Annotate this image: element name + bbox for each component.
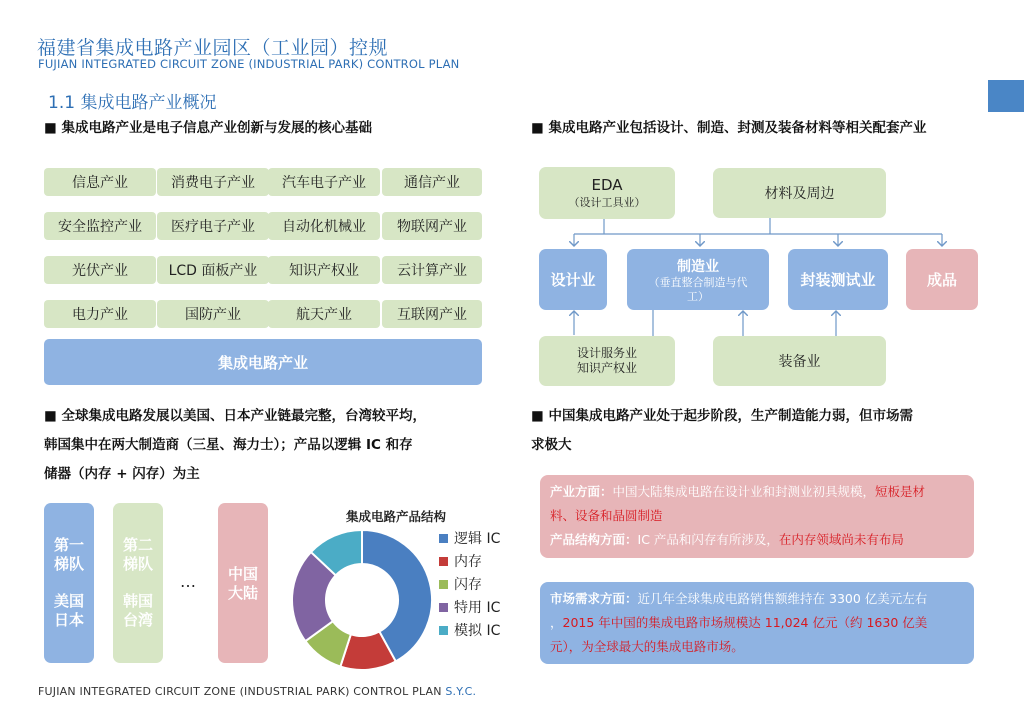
tier1-country-japan: 日本 (53, 611, 84, 629)
materials-label: 材料及周边 (764, 186, 835, 202)
legend-swatch (439, 580, 448, 589)
legend-label: 特用 IC (454, 600, 501, 616)
industry-chip: 消费电子产业 (157, 168, 269, 196)
product-structure-line (550, 528, 964, 552)
footer-text: FUJIAN INTEGRATED CIRCUIT ZONE (INDUSTRIAL PARK) CONTROL PLAN (38, 685, 446, 698)
corner-tab-marker (988, 80, 1024, 112)
market-demand-text: 近几年全球集成电路销售额维持在 3300 亿美元左右 (637, 591, 928, 606)
china-label-a: 中国 (227, 565, 258, 583)
ip-service-label: 知识产权业 (576, 361, 637, 375)
legend-label: 闪存 (454, 577, 482, 593)
manufacture-sublabel: （垂直整合制造与代工） (648, 275, 748, 303)
left-bottom-bullet-line3: 储器（内存 + 闪存）为主 (44, 466, 200, 482)
industry-aspect-text: 中国大陆集成电路在设计业和封测业初具规模， (612, 484, 876, 499)
legend-item (439, 620, 500, 640)
market-demand-label: 市场需求方面： (550, 591, 638, 606)
product-structure-text: IC 产品和闪存有所涉及， (637, 532, 779, 547)
tier1-country-usa: 美国 (53, 592, 84, 610)
industry-chip: 通信产业 (382, 168, 482, 196)
legend-item (439, 551, 482, 571)
industry-chip: 光伏产业 (44, 256, 156, 284)
market-demand-highlight-cont: 元），为全球最大的集成电路市场。 (550, 639, 744, 654)
manufacture-box (627, 249, 769, 310)
design-service-label: 设计服务业 (576, 346, 637, 360)
industry-chip: 云计算产业 (382, 256, 482, 284)
industry-aspect-shortcoming-cont: 料、设备和晶圆制造 (550, 508, 663, 523)
right-top-bullet: ■ 集成电路产业包括设计、制造、封测及装备材料等相关配套产业 (531, 120, 927, 136)
industry-aspect-label: 产业方面： (550, 484, 613, 499)
core-ic-industry-box: 集成电路产业 (44, 339, 482, 385)
packaging-label: 封装测试业 (800, 271, 876, 289)
page-title: 福建省集成电路产业园区（工业园）控规 (37, 37, 389, 59)
equipment-box (713, 336, 886, 386)
right-bottom-bullet-line2: 求极大 (531, 437, 572, 453)
design-label: 设计业 (550, 271, 596, 289)
packaging-box (788, 249, 888, 310)
legend-item (439, 528, 500, 548)
industry-chip: 航天产业 (268, 300, 380, 328)
left-bottom-bullet-line1: ■ 全球集成电路发展以美国、日本产业链最完整，台湾较平均， (44, 408, 426, 424)
market-demand-line1 (550, 587, 964, 611)
legend-item (439, 597, 500, 617)
section-title: 1.1 集成电路产业概况 (48, 93, 217, 113)
industry-chip: 自动化机械业 (268, 212, 380, 240)
tier2-country-korea: 韩国 (122, 592, 153, 610)
left-bottom-bullet (44, 402, 426, 489)
product-box (906, 249, 978, 310)
design-service-box (539, 336, 675, 386)
tier1-label-b: 梯队 (53, 555, 84, 573)
industry-chip: 汽车电子产业 (268, 168, 380, 196)
tier1-label-a: 第一 (53, 536, 84, 554)
legend-label: 模拟 IC (454, 623, 501, 639)
left-bottom-bullet-line2: 韩国集中在两大制造商（三星、海力士）；产品以逻辑 IC 和存 (44, 437, 413, 453)
eda-sublabel: （设计工具业） (568, 196, 646, 209)
industry-chip: 互联网产业 (382, 300, 482, 328)
product-structure-donut (290, 528, 435, 673)
industry-chip: 知识产权业 (268, 256, 380, 284)
legend-swatch (439, 557, 448, 566)
tier2-box (113, 503, 163, 663)
tier2-country-taiwan: 台湾 (122, 611, 153, 629)
tier2-label-a: 第二 (122, 536, 153, 554)
industry-chip: 安全监控产业 (44, 212, 156, 240)
industry-chip: 电力产业 (44, 300, 156, 328)
industry-chip: 国防产业 (157, 300, 269, 328)
market-demand-box (540, 582, 974, 664)
equipment-label: 装备业 (778, 354, 821, 370)
manufacture-label: 制造业 (677, 258, 719, 275)
legend-swatch (439, 603, 448, 612)
industry-aspect-shortcoming: 短板是材 (875, 484, 926, 499)
eda-label: EDA (591, 176, 623, 194)
industry-aspect-line1 (550, 480, 964, 504)
tier-ellipsis: … (180, 572, 196, 591)
market-demand-line2 (550, 611, 964, 635)
market-demand-comma: ， (550, 615, 563, 630)
product-label: 成品 (926, 271, 957, 289)
materials-box (713, 168, 886, 218)
eda-box (539, 167, 675, 219)
legend-label: 逻辑 IC (454, 531, 501, 547)
china-mainland-box (218, 503, 268, 663)
legend-swatch (439, 534, 448, 543)
china-label-b: 大陆 (227, 584, 258, 602)
legend-swatch (439, 626, 448, 635)
tier2-label-b: 梯队 (122, 555, 153, 573)
product-structure-label: 产品结构方面： (550, 532, 638, 547)
industry-aspect-box (540, 475, 974, 558)
design-box (539, 249, 607, 310)
industry-chip: LCD 面板产业 (157, 256, 269, 284)
footer (38, 685, 476, 698)
right-bottom-bullet (531, 402, 913, 460)
page-subtitle: FUJIAN INTEGRATED CIRCUIT ZONE (INDUSTRIAL PARK) CONTROL PLAN (38, 57, 460, 71)
legend-label: 内存 (454, 554, 482, 570)
legend-item (439, 574, 482, 594)
market-demand-highlight: 2015 年中国的集成电路市场规模达 11,024 亿元（约 1630 亿美 (562, 615, 928, 630)
right-bottom-bullet-line1: ■ 中国集成电路产业处于起步阶段，生产制造能力弱，但市场需 (531, 408, 913, 424)
product-structure-gap: 在内存领域尚未有布局 (778, 532, 904, 547)
industry-chip: 信息产业 (44, 168, 156, 196)
industry-chip: 物联网产业 (382, 212, 482, 240)
tier1-box (44, 503, 94, 663)
chart-title: 集成电路产品结构 (346, 509, 447, 524)
footer-brand: S.Y.C. (445, 685, 477, 698)
left-top-bullet: ■ 集成电路产业是电子信息产业创新与发展的核心基础 (44, 120, 372, 136)
industry-chip: 医疗电子产业 (157, 212, 269, 240)
